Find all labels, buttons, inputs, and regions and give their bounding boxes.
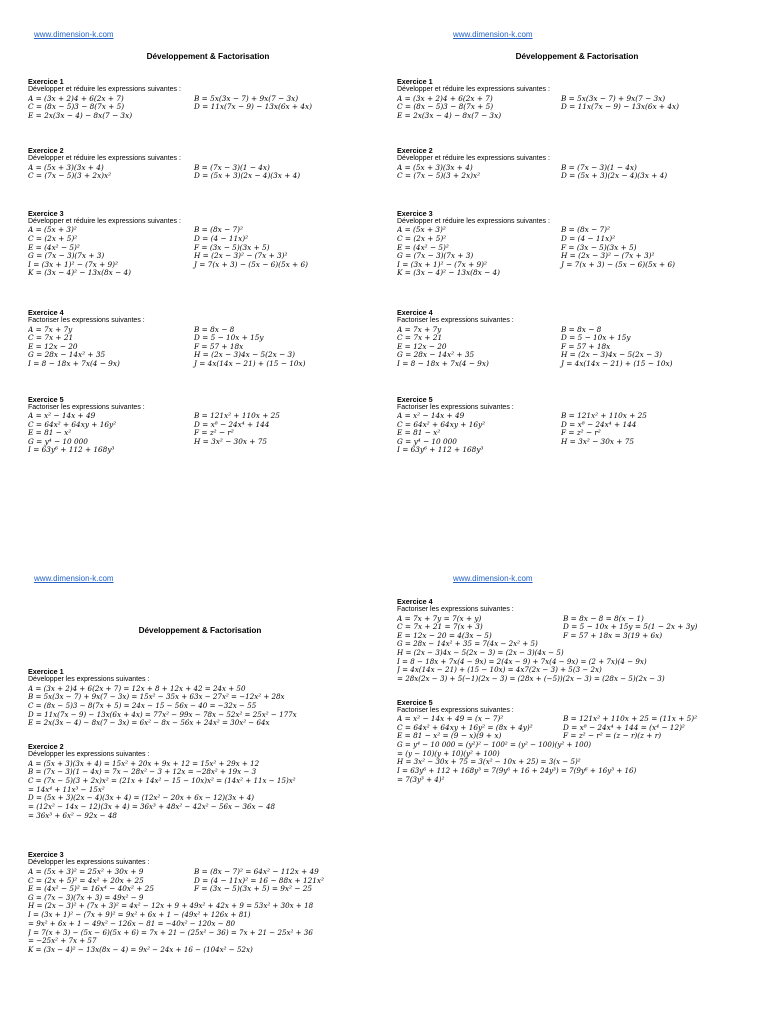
exercise-2	[397, 146, 751, 181]
equation: A = (5x + 3)²	[28, 225, 77, 235]
equation: A = (5x + 3)(3x + 4) = 15x² + 20x + 9x + 12 = 15x² + 29x + 12	[28, 758, 260, 768]
equation: J = 7(x + 3) − (5x − 6)(5x + 6) = 7x + 21 − (25x² − 36) = 7x + 21 − 25x² + 36	[28, 927, 313, 937]
exercise-4	[28, 308, 382, 368]
exercise-instruction: Factoriser les expressions suivantes :	[28, 403, 145, 411]
site-link[interactable]: www.dimension-k.com	[453, 574, 533, 583]
equation: J = 4x(14x − 21) + (15 − 10x)	[194, 358, 306, 368]
correction-exercise-5	[397, 698, 765, 785]
site-link[interactable]: www.dimension-k.com	[453, 30, 533, 39]
expression-grid	[28, 326, 382, 369]
equation: I = 8 − 18x + 7x(4 − 9x)	[28, 358, 120, 368]
equation: C = (7x − 5)(3 + 2x)x²	[28, 171, 112, 181]
equation: D = x⁸ − 24x⁴ + 144 = (x⁴ − 12)²	[563, 722, 685, 732]
equation: F = (3x − 5)(3x + 5)	[194, 242, 270, 252]
equation: B = 121x² + 110x + 25	[561, 411, 647, 420]
equation: B = 8x − 8	[561, 324, 602, 334]
correction-lines	[397, 741, 765, 785]
equation: A = 7x + 7y	[28, 324, 73, 334]
equation: D = (4 − 11x)²	[194, 234, 249, 244]
exercise-3	[28, 209, 382, 278]
correction-grid	[397, 715, 765, 741]
equation: F = z² − r²	[561, 428, 601, 438]
correction-grid	[397, 615, 765, 641]
expression-grid	[397, 226, 751, 278]
exercise-instruction: Développer les expressions suivantes :	[28, 859, 150, 867]
equation: G = 28x − 14x² + 35	[28, 350, 106, 360]
equation: B = (8x − 7)² = 64x² − 112x + 49	[194, 866, 319, 876]
equation: C = (7x − 5)(3 + 2x)x²	[397, 171, 481, 181]
equation: C = (2x + 5)²	[28, 234, 78, 244]
equation: H = (2x − 3)4x − 5(2x − 3)	[561, 350, 662, 360]
equation: = 9x² + 6x + 1 − 49x² − 126x − 81 = −40x² − 120x − 80	[28, 918, 236, 928]
sheet-top-left	[28, 30, 382, 540]
correction-exercise-2	[28, 742, 388, 820]
equation: J = 4x(14x − 21) + (15 − 10x)	[561, 358, 673, 368]
equation: B = (7x − 3)(1 − 4x)	[561, 162, 637, 172]
exercise-instruction: Développer et réduire les expressions suivantes :	[397, 155, 550, 163]
equation: C = (8x − 5)3 − 8(7x + 5)	[28, 102, 125, 112]
exercise-list	[28, 77, 382, 455]
equation: = −25x² + 7x + 57	[28, 936, 97, 946]
equation: A = (3x + 2)4 + 6(2x + 7)	[397, 93, 493, 103]
equation: F = 57 + 18x	[561, 341, 611, 351]
expression-grid	[28, 164, 382, 181]
page-title: Développement & Factorisation	[138, 626, 262, 635]
equation: I = 63y⁶ + 112 + 168y³	[397, 445, 484, 455]
exercise-title: Exercice 4	[397, 308, 433, 318]
exercise-title: Exercice 1	[28, 667, 64, 676]
equation: C = 64x² + 64xy + 16y²	[28, 419, 117, 429]
equation: B = 121x² + 110x + 25 = (11x + 5)²	[563, 714, 698, 724]
equation: D = 5 − 10x + 15y	[194, 333, 264, 343]
equation: = (12x² − 14x − 12)(3x + 4) = 36x³ + 48x² − 42x² − 56x − 36x − 48	[28, 802, 275, 812]
exercise-4	[397, 308, 751, 368]
correction-lines	[28, 685, 388, 729]
equation	[194, 269, 382, 278]
equation: G = (7x − 3)(7x + 3)	[397, 251, 474, 261]
correction-exercise-1	[28, 667, 388, 728]
equation: H = 3x² − 30x + 75 = 3(x² − 10x + 25) = 3(x − 5)²	[397, 757, 581, 767]
equation: H = (2x − 3)² − (7x + 3)²	[194, 251, 288, 261]
equation: D = (5x + 3)(2x − 4)(3x + 4)	[194, 171, 301, 181]
expression-grid	[397, 326, 751, 369]
equation: C = (2x + 5)² = 4x² + 20x + 25	[28, 875, 144, 885]
equation: K = (3x − 4)² − 13x(8x − 4)	[28, 268, 131, 278]
equation: E = (4x² − 5)² = 16x⁴ − 40x² + 25	[28, 884, 154, 894]
equation: D = 5 − 10x + 15y = 5(1 − 2x + 3y)	[563, 622, 698, 632]
exercise-title: Exercice 4	[28, 308, 64, 318]
correction-exercise-3	[28, 850, 388, 954]
equation: E = (4x² − 5)²	[28, 242, 80, 252]
correction-grid	[28, 868, 388, 894]
equation: G = 28x − 14x² + 35	[397, 350, 475, 360]
exercise-title: Exercice 2	[28, 146, 64, 156]
page-title: Développement & Factorisation	[146, 52, 270, 61]
sheet-bottom-left	[28, 574, 388, 1024]
equation: = 7(3y³ + 4)²	[397, 774, 445, 784]
correction-lines	[28, 760, 388, 821]
equation: G = 28x − 14x² + 35 = 7(4x − 2x² + 5)	[397, 639, 538, 649]
equation: I = (3x + 1)² − (7x + 9)²	[28, 259, 118, 269]
equation	[561, 269, 751, 278]
equation: H = 3x² − 30x + 75	[194, 436, 267, 446]
exercise-title: Exercice 3	[28, 208, 64, 218]
equation: B = 5x(3x − 7) + 9x(7 − 3x) = 15x² − 35x + 63x − 27x² = −12x² + 28x	[28, 692, 285, 702]
equation: G = y⁴ − 10 000	[28, 436, 88, 446]
equation: E = 2x(3x − 4) − 8x(7 − 3x)	[28, 110, 133, 120]
equation: F = z² − r²	[194, 428, 234, 438]
equation: C = 64x² + 64xy + 16y²	[397, 419, 486, 429]
exercise-title: Exercice 1	[397, 77, 433, 86]
equation: E = 12x − 20	[397, 341, 447, 351]
equation: D = 11x(7x − 9) − 13x(6x + 4x)	[561, 102, 679, 112]
equation: = 28x(2x − 3) + 5(−1)(2x − 3) = (28x + (−5))(2x − 3) = (28x − 5)(2x − 3)	[397, 674, 665, 684]
equation: I = (3x + 1)² − (7x + 9)²	[397, 259, 487, 269]
equation: B = (8x − 7)²	[194, 225, 243, 235]
equation: H = (2x − 3)4x − 5(2x − 3)	[194, 350, 295, 360]
equation	[194, 446, 382, 455]
exercise-instruction: Développer les expressions suivantes :	[28, 676, 150, 683]
equation: J = 7(x + 3) − (5x − 6)(5x + 6)	[561, 259, 675, 269]
equation: E = 12x − 20 = 4(3x − 5)	[397, 630, 492, 640]
correction-lines	[28, 894, 388, 955]
equation: A = (5x + 3)(3x + 4)	[397, 162, 473, 172]
exercise-title: Exercice 3	[397, 208, 433, 218]
equation: C = (7x − 5)(3 + 2x)x² = (21x + 14x² − 15 − 10x)x² = (14x² + 11x − 15)x²	[28, 775, 296, 785]
equation: E = 12x − 20	[28, 341, 78, 351]
equation: E = 2x(3x − 4) − 8x(7 − 3x)	[397, 110, 502, 120]
expression-grid	[397, 164, 751, 181]
equation: B = 5x(3x − 7) + 9x(7 − 3x)	[561, 93, 666, 103]
equation: A = (5x + 3)² = 25x² + 30x + 9	[28, 866, 144, 876]
equation: D = 11x(7x − 9) − 13x(6x + 4x) = 77x² − 99x − 78x − 52x² = 25x² − 177x	[28, 709, 297, 719]
equation: H = (2x − 3)² + (7x + 3)² = 4x² − 12x + 9 + 49x² + 42x + 9 = 53x² + 30x + 18	[28, 901, 314, 911]
equation: E = (4x² − 5)²	[397, 242, 449, 252]
equation: D = (4 − 11x)²	[561, 234, 616, 244]
exercise-instruction: Factoriser les expressions suivantes :	[397, 706, 514, 714]
equation: D = x⁸ − 24x⁴ + 144	[194, 419, 270, 429]
exercise-5	[28, 395, 382, 455]
equation: A = (5x + 3)²	[397, 225, 446, 235]
equation	[561, 112, 751, 121]
equation: D = x⁸ − 24x⁴ + 144	[561, 419, 637, 429]
equation: J = 4x(14x − 21) + (15 − 10x) = 4x7(2x − 3) + 5(3 − 2x)	[397, 665, 602, 675]
exercise-instruction: Développer les expressions suivantes :	[28, 751, 150, 759]
equation: E = 81 − x² = (9 − x)(9 + x)	[397, 731, 502, 741]
exercise-title: Exercice 5	[397, 697, 433, 707]
equation: A = x² − 14x + 49	[397, 411, 465, 420]
exercise-title: Exercice 3	[28, 850, 64, 860]
exercise-instruction: Factoriser les expressions suivantes :	[397, 403, 514, 411]
exercise-instruction: Développer et réduire les expressions suivantes :	[28, 86, 181, 93]
equation: D = (4 − 11x)² = 16 − 88x + 121x²	[194, 875, 324, 885]
equation: A = (5x + 3)(3x + 4)	[28, 162, 104, 172]
equation: K = (3x − 4)² − 13x(8x − 4)	[397, 268, 500, 278]
equation: G = (7x − 3)(7x + 3)	[28, 251, 105, 261]
exercise-instruction: Développer et réduire les expressions suivantes :	[397, 86, 550, 93]
equation: G = y⁴ − 10 000	[397, 436, 457, 446]
expression-grid	[28, 412, 382, 455]
equation: B = 8x − 8 = 8(x − 1)	[563, 613, 644, 623]
equation: D = 5 − 10x + 15y	[561, 333, 631, 343]
equation: D = (5x + 3)(2x − 4)(3x + 4) = (12x² − 20x + 6x − 12)(3x + 4)	[28, 793, 254, 803]
equation: = (y − 10)(y + 10)(y² + 100)	[397, 748, 500, 758]
equation: B = (7x − 3)(1 − 4x)	[194, 162, 270, 172]
exercise-title: Exercice 4	[397, 597, 433, 606]
correction-lines	[397, 640, 765, 684]
exercise-instruction: Développer et réduire les expressions suivantes :	[397, 217, 550, 225]
equation: J = 7(x + 3) − (5x − 6)(5x + 6)	[194, 259, 308, 269]
sheet-top-right	[397, 30, 751, 540]
equation: C = 7x + 21	[397, 333, 443, 343]
expression-grid	[397, 412, 751, 455]
site-link[interactable]: www.dimension-k.com	[34, 574, 114, 583]
exercise-5	[397, 395, 751, 455]
equation: = 14x⁴ + 11x³ − 15x²	[28, 784, 105, 794]
exercise-instruction: Développer et réduire les expressions suivantes :	[28, 217, 181, 225]
equation: I = 8 − 18x + 7x(4 − 9x) = 2(4x − 9) + 7x(4 − 9x) = (2 + 7x)(4 − 9x)	[397, 656, 647, 666]
equation: C = (8x − 5)3 − 8(7x + 5)	[397, 102, 494, 112]
equation: K = (3x − 4)² − 13x(8x − 4) = 9x² − 24x + 16 − (104x² − 52x)	[28, 944, 253, 954]
equation: F = (3x − 5)(3x + 5)	[561, 242, 637, 252]
correction-exercise-4	[397, 597, 765, 684]
equation: E = 81 − x²	[28, 428, 72, 438]
equation: I = 63y⁶ + 112 + 168y³	[28, 445, 115, 455]
equation: H = 3x² − 30x + 75	[561, 436, 634, 446]
equation: B = 5x(3x − 7) + 9x(7 − 3x)	[194, 93, 299, 103]
sheet-bottom-right	[397, 574, 765, 1024]
equation: F = 57 + 18x = 3(19 + 6x)	[563, 630, 663, 640]
equation: D = (5x + 3)(2x − 4)(3x + 4)	[561, 171, 668, 181]
exercise-instruction: Factoriser les expressions suivantes :	[397, 606, 514, 613]
equation: C = 7x + 21	[28, 333, 74, 343]
exercise-list	[397, 77, 751, 455]
exercise-title: Exercice 5	[28, 394, 64, 404]
equation: E = 2x(3x − 4) − 8x(7 − 3x) = 6x² − 8x − 56x + 24x² = 30x² − 64x	[28, 718, 270, 728]
equation: A = 7x + 7y	[397, 324, 442, 334]
equation: D = 11x(7x − 9) − 13x(6x + 4x)	[194, 102, 312, 112]
equation: B = 8x − 8	[194, 324, 235, 334]
equation	[194, 112, 382, 121]
equation	[561, 446, 751, 455]
exercise-instruction: Factoriser les expressions suivantes :	[397, 317, 514, 325]
equation: F = 57 + 18x	[194, 341, 244, 351]
equation: I = (3x + 1)² − (7x + 9)² = 9x² + 6x + 1 − (49x² + 126x + 81)	[28, 910, 251, 920]
expression-grid	[28, 95, 382, 121]
exercise-title: Exercice 1	[28, 77, 64, 86]
expression-grid	[28, 226, 382, 278]
equation: C = (8x − 5)3 − 8(7x + 5) = 24x − 15 − 56x − 40 = −32x − 55	[28, 700, 257, 710]
equation: A = x² − 14x + 49	[28, 411, 96, 420]
equation: A = 7x + 7y = 7(x + y)	[397, 613, 482, 623]
exercise-instruction: Développer et réduire les expressions suivantes :	[28, 155, 181, 163]
exercise-3	[397, 209, 751, 278]
equation: B = 121x² + 110x + 25	[194, 411, 280, 420]
equation: I = 63y⁶ + 112 + 168y³ = 7(9y⁶ + 16 + 24y³) = 7(9y⁶ + 16y³ + 16)	[397, 766, 637, 776]
exercise-title: Exercice 2	[397, 146, 433, 156]
equation: C = 64x² + 64xy + 16y² = (8x + 4y)²	[397, 722, 533, 732]
equation: A = x² − 14x + 49 = (x − 7)²	[397, 714, 504, 724]
exercise-2	[28, 146, 382, 181]
equation: H = (2x − 3)² − (7x + 3)²	[561, 251, 655, 261]
exercise-title: Exercice 5	[397, 394, 433, 404]
site-link[interactable]: www.dimension-k.com	[34, 30, 114, 39]
exercise-instruction: Factoriser les expressions suivantes :	[28, 317, 145, 325]
exercise-1	[28, 77, 382, 120]
exercise-title: Exercice 2	[28, 742, 64, 752]
equation: F = (3x − 5)(3x + 5) = 9x² − 25	[194, 884, 312, 894]
equation: C = (2x + 5)²	[397, 234, 447, 244]
equation: G = (7x − 3)(7x + 3) = 49x² − 9	[28, 892, 144, 902]
equation: H = (2x − 3)4x − 5(2x − 3) = (2x − 3)(4x − 5)	[397, 647, 564, 657]
equation: B = (7x − 3)(1 − 4x) = 7x − 28x² − 3 + 12x = −28x² + 19x − 3	[28, 767, 257, 777]
equation: G = y⁴ − 10 000 = (y²)² − 100² = (y² − 100)(y² + 100)	[397, 740, 591, 750]
page-title: Développement & Factorisation	[515, 52, 639, 61]
equation: A = (3x + 2)4 + 6(2x + 7)	[28, 93, 124, 103]
expression-grid	[397, 95, 751, 121]
equation: C = 7x + 21 = 7(x + 3)	[397, 622, 483, 632]
equation: I = 8 − 18x + 7x(4 − 9x)	[397, 358, 489, 368]
equation: A = (3x + 2)4 + 6(2x + 7) = 12x + 8 + 12x + 42 = 24x + 50	[28, 683, 246, 693]
equation: F = z² − r² = (z − r)(z + r)	[563, 731, 662, 741]
equation: B = (8x − 7)²	[561, 225, 610, 235]
equation: E = 81 − x²	[397, 428, 441, 438]
equation: = 36x³ + 6x² − 92x − 48	[28, 810, 117, 820]
exercise-1	[397, 77, 751, 120]
